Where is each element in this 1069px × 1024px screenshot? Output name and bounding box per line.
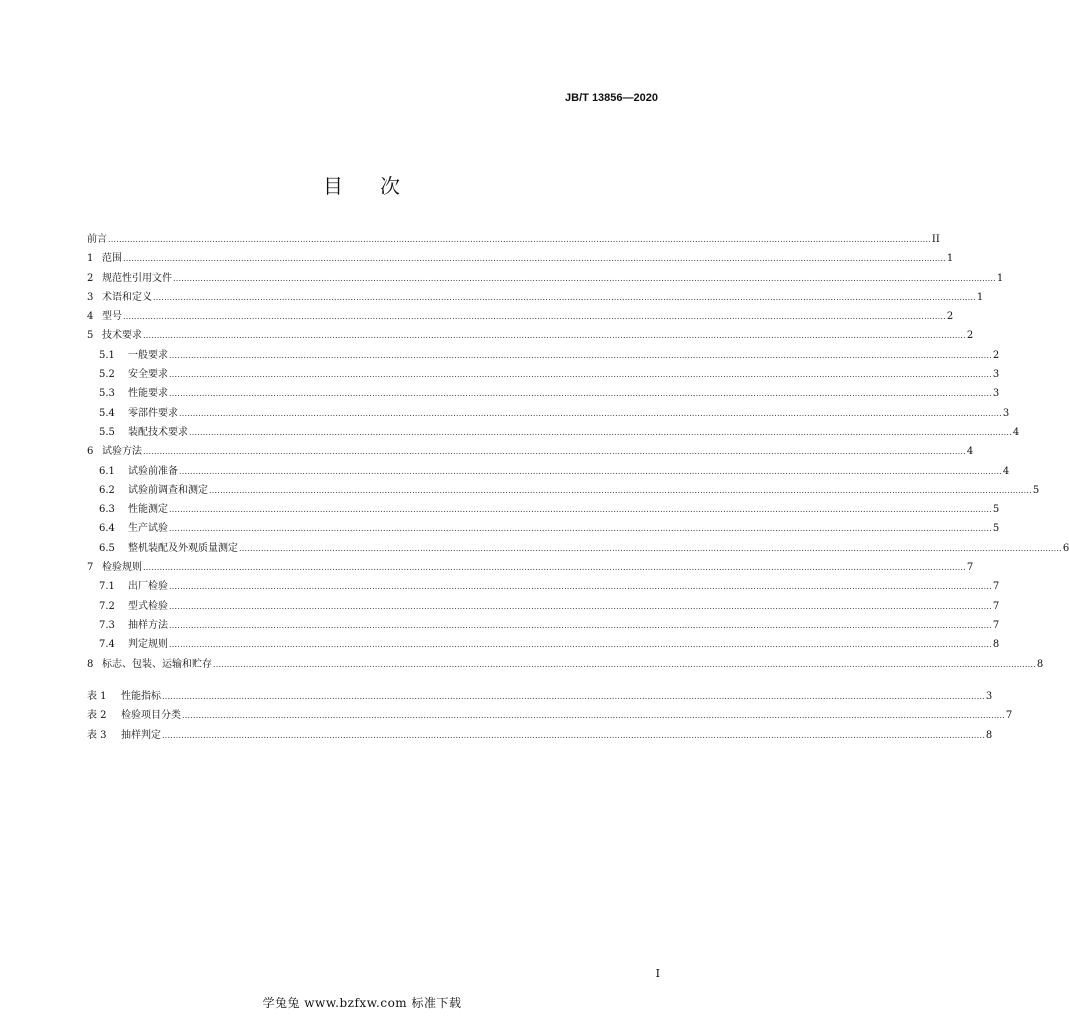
leader-dots: ............................................................................................................................................................................................................................................................................................................ — [169, 620, 992, 630]
entry-page-number: 6 — [1062, 542, 1069, 554]
entry-label — [87, 288, 152, 307]
entry-title: 一般要求 — [128, 349, 168, 361]
entry-page-number: 3 — [992, 369, 1000, 381]
leader-dots: ............................................................................................................................................................................................................................................................................................................ — [162, 730, 985, 740]
entry-title: 性能测定 — [128, 504, 168, 516]
entry-number: 7.1 — [99, 581, 115, 593]
entry-label — [99, 384, 168, 403]
entry-title: 安全要求 — [128, 369, 168, 381]
entry-label — [99, 577, 168, 596]
entry-title: 抽样方法 — [128, 619, 168, 631]
entry-page-number: 5 — [992, 523, 1000, 535]
toc-entry[interactable] — [87, 423, 1020, 442]
entry-label — [99, 500, 168, 519]
leader-dots: ............................................................................................................................................................................................................................................................................................................ — [162, 692, 985, 701]
entry-title: 零部件要求 — [128, 407, 178, 419]
entry-title: 标志、包装、运输和贮存 — [102, 658, 212, 670]
entry-title: 性能要求 — [128, 388, 168, 400]
entry-label — [87, 307, 122, 326]
entry-number: 6.1 — [99, 465, 115, 477]
entry-number: 7 — [87, 562, 94, 574]
entry-page-number: II — [931, 234, 940, 245]
entry-page-number: 7 — [966, 562, 974, 574]
entry-number: 7.3 — [99, 619, 115, 631]
toc-entry[interactable] — [87, 539, 1069, 558]
entry-number: 表 2 — [87, 710, 107, 722]
entry-page-number: 3 — [985, 691, 993, 702]
entry-label — [87, 726, 161, 745]
toc-entry[interactable] — [87, 249, 954, 268]
toc-entry[interactable] — [87, 442, 974, 461]
entry-number: 2 — [87, 272, 94, 284]
entry-label — [87, 655, 212, 674]
leader-dots: ............................................................................................................................................................................................................................................................................................................ — [123, 254, 946, 264]
toc-entry[interactable] — [87, 346, 1000, 365]
leader-dots: ............................................................................................................................................................................................................................................................................................................ — [169, 505, 992, 515]
toc-entry[interactable] — [87, 519, 1000, 538]
toc-entry[interactable] — [87, 384, 1000, 403]
entry-title: 技术要求 — [102, 330, 142, 342]
entry-title: 规范性引用文件 — [102, 272, 172, 284]
entry-label — [87, 687, 161, 706]
entry-number: 8 — [87, 658, 94, 670]
entry-number: 6.5 — [99, 542, 115, 554]
leader-dots: ............................................................................................................................................................................................................................................................................................................ — [169, 601, 992, 611]
entry-label — [99, 365, 168, 384]
table-list — [87, 687, 1013, 745]
entry-page-number: 5 — [992, 504, 1000, 516]
toc-title-char-1: 目 — [323, 174, 344, 198]
entry-number: 6.4 — [99, 523, 115, 535]
entry-title: 性能指标 — [121, 691, 161, 702]
leader-dots: ............................................................................................................................................................................................................................................................................................................ — [153, 292, 976, 302]
entry-page-number: 3 — [1002, 407, 1010, 419]
entry-number: 5.4 — [99, 407, 115, 419]
toc-entry[interactable] — [87, 597, 1000, 616]
entry-label — [87, 706, 181, 725]
leader-dots: ............................................................................................................................................................................................................................................................................................................ — [239, 543, 1062, 553]
entry-page-number: 4 — [1012, 426, 1020, 438]
entry-label — [99, 481, 208, 500]
leader-dots: ............................................................................................................................................................................................................................................................................................................ — [169, 350, 992, 360]
toc-entry[interactable] — [87, 326, 974, 345]
entry-number: 表 3 — [87, 729, 107, 741]
leader-dots: ............................................................................................................................................................................................................................................................................................................ — [213, 659, 1036, 669]
entry-number: 3 — [87, 291, 94, 303]
entry-number: 7.4 — [99, 639, 115, 651]
toc-entry[interactable] — [87, 307, 954, 326]
entry-title: 检验项目分类 — [121, 710, 181, 722]
entry-label — [87, 230, 107, 249]
leader-dots: ............................................................................................................................................................................................................................................................................................................ — [143, 447, 966, 457]
entry-page-number: 8 — [1036, 658, 1044, 670]
entry-title: 试验前调查和测定 — [128, 484, 208, 496]
entry-page-number: 8 — [985, 729, 993, 741]
leader-dots: ............................................................................................................................................................................................................................................................................................................ — [169, 389, 992, 399]
leader-dots: ............................................................................................................................................................................................................................................................................................................ — [169, 370, 992, 380]
entry-number: 5.1 — [99, 349, 115, 361]
entry-title: 整机装配及外观质量测定 — [128, 542, 238, 554]
entry-page-number: 2 — [946, 311, 954, 323]
standard-code: JB/T 13856—2020 — [565, 92, 658, 104]
entry-page-number: 7 — [992, 581, 1000, 593]
toc-entry[interactable] — [87, 655, 1044, 674]
entry-page-number: 1 — [976, 291, 984, 303]
leader-dots: ............................................................................................................................................................................................................................................................................................................ — [169, 582, 992, 592]
toc-title — [0, 170, 724, 199]
entry-number: 6 — [87, 446, 94, 458]
entry-number: 5.5 — [99, 426, 115, 438]
entry-page-number: 7 — [1005, 710, 1013, 722]
entry-label — [87, 558, 142, 577]
entry-label — [99, 539, 238, 558]
entry-title: 术语和定义 — [102, 291, 152, 303]
entry-page-number: 4 — [966, 446, 974, 458]
leader-dots: ............................................................................................................................................................................................................................................................................................................ — [143, 563, 966, 573]
leader-dots: ............................................................................................................................................................................................................................................................................................................ — [123, 312, 946, 322]
toc-entry[interactable] — [87, 462, 1010, 481]
entry-label — [99, 519, 168, 538]
entry-page-number: 7 — [992, 600, 1000, 612]
toc-entry[interactable] — [87, 635, 1000, 654]
entry-title: 生产试验 — [128, 523, 168, 535]
entry-label — [99, 423, 188, 442]
toc-entry[interactable] — [87, 558, 974, 577]
entry-title: 判定规则 — [128, 639, 168, 651]
leader-dots: ............................................................................................................................................................................................................................................................................................................ — [209, 485, 1032, 495]
entry-title: 试验前准备 — [128, 465, 178, 477]
entry-title: 型号 — [102, 311, 122, 323]
watermark-text: 学兔兔 www.bzfxw.com 标准下载 — [262, 996, 462, 1010]
entry-number: 6.2 — [99, 484, 115, 496]
entry-page-number: 1 — [946, 253, 954, 265]
leader-dots: ............................................................................................................................................................................................................................................................................................................ — [179, 408, 1002, 418]
leader-dots: ............................................................................................................................................................................................................................................................................................................ — [143, 331, 966, 341]
leader-dots: ............................................................................................................................................................................................................................................................................................................ — [189, 427, 1012, 437]
toc-entry[interactable] — [87, 481, 1040, 500]
entry-title: 检验规则 — [102, 562, 142, 574]
entry-title: 范围 — [102, 253, 122, 265]
entry-title: 型式检验 — [128, 600, 168, 612]
leader-dots: ............................................................................................................................................................................................................................................................................................................ — [182, 711, 1005, 721]
entry-label — [99, 635, 168, 654]
leader-dots: ............................................................................................................................................................................................................................................................................................................ — [179, 466, 1002, 476]
leader-dots: ............................................................................................................................................................................................................................................................................................................ — [169, 640, 992, 650]
toc-entry[interactable] — [87, 365, 1000, 384]
toc-entry[interactable] — [87, 230, 940, 249]
leader-dots: ............................................................................................................................................................................................................................................................................................................ — [108, 235, 931, 244]
entry-label — [87, 269, 172, 288]
toc-list — [87, 230, 1069, 674]
table-list-item[interactable] — [87, 726, 993, 745]
entry-number: 表 1 — [87, 691, 107, 702]
entry-title: 前言 — [87, 234, 107, 245]
entry-page-number: 2 — [966, 330, 974, 342]
entry-title: 抽样判定 — [121, 729, 161, 741]
entry-label — [99, 404, 178, 423]
entry-label — [99, 346, 168, 365]
entry-page-number: 2 — [992, 349, 1000, 361]
entry-label — [99, 597, 168, 616]
entry-page-number: 4 — [1002, 465, 1010, 477]
toc-entry[interactable] — [87, 500, 1000, 519]
table-list-item[interactable] — [87, 706, 1013, 725]
toc-entry[interactable] — [87, 269, 1004, 288]
toc-title-char-2: 次 — [380, 174, 401, 198]
entry-number: 4 — [87, 311, 94, 323]
entry-page-number: 7 — [992, 619, 1000, 631]
table-list-item[interactable] — [87, 687, 993, 706]
entry-number: 7.2 — [99, 600, 115, 612]
entry-number: 1 — [87, 253, 94, 265]
entry-number: 5 — [87, 330, 94, 342]
entry-number: 5.2 — [99, 369, 115, 381]
entry-title: 装配技术要求 — [128, 426, 188, 438]
entry-label — [87, 249, 122, 268]
entry-label — [99, 616, 168, 635]
entry-page-number: 8 — [992, 639, 1000, 651]
toc-entry[interactable] — [87, 616, 1000, 635]
leader-dots: ............................................................................................................................................................................................................................................................................................................ — [173, 273, 996, 283]
entry-number: 6.3 — [99, 504, 115, 516]
toc-entry[interactable] — [87, 577, 1000, 596]
toc-entry[interactable] — [87, 288, 984, 307]
entry-title: 出厂检验 — [128, 581, 168, 593]
entry-title: 试验方法 — [102, 446, 142, 458]
entry-number: 5.3 — [99, 388, 115, 400]
entry-label — [87, 326, 142, 345]
entry-label — [99, 462, 178, 481]
entry-label — [87, 442, 142, 461]
entry-page-number: 3 — [992, 388, 1000, 400]
leader-dots: ............................................................................................................................................................................................................................................................................................................ — [169, 524, 992, 534]
page-number: I — [655, 967, 660, 980]
entry-page-number: 5 — [1032, 484, 1040, 496]
entry-page-number: 1 — [996, 272, 1004, 284]
toc-entry[interactable] — [87, 404, 1010, 423]
